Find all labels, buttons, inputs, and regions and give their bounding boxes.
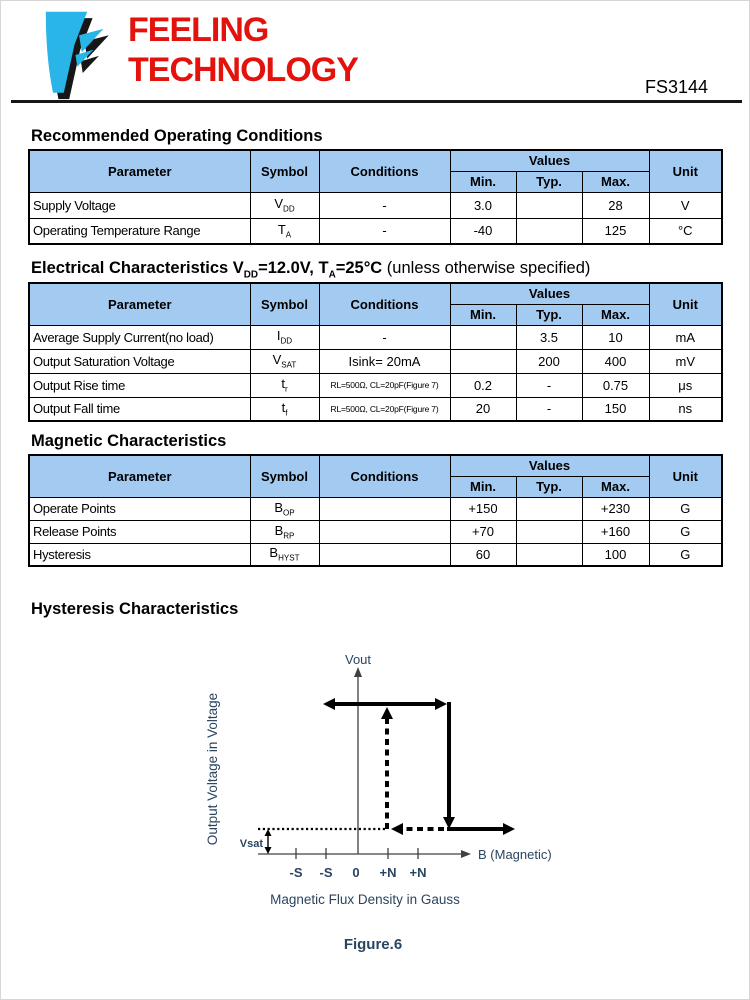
low-level-left-arrow-icon: [391, 823, 403, 835]
electrical-characteristics-table: [28, 282, 723, 422]
section-title-electrical: [31, 259, 590, 280]
col-header-min: Min.: [450, 476, 516, 497]
vsat-up-arrow-icon: [265, 829, 272, 836]
cell-min: 20: [450, 397, 516, 421]
cell-max: 0.75: [582, 373, 649, 397]
cell-max: 100: [582, 543, 649, 566]
col-header-typ: Typ.: [516, 171, 582, 192]
cell-min: 60: [450, 543, 516, 566]
cell-parameter: Average Supply Current(no load): [29, 325, 250, 349]
cell-conditions: RL=500Ω, CL=20pF(Figure 7): [319, 397, 450, 421]
high-level-left-arrow-icon: [323, 698, 335, 710]
table-row: [29, 497, 722, 520]
table-row: [29, 192, 722, 218]
cell-symbol: $T_A$: [250, 218, 319, 244]
cell-parameter: Output Saturation Voltage: [29, 349, 250, 373]
table-row: [29, 218, 722, 244]
section-title-hysteresis: Hysteresis Characteristics: [31, 600, 239, 618]
company-logo: [35, 9, 125, 101]
y-axis-title: Vout: [344, 652, 372, 667]
part-number: FS3144: [645, 77, 709, 97]
table-row: [29, 373, 722, 397]
section-title-magnetic: Magnetic Characteristics: [31, 432, 227, 450]
cell-typ: [516, 497, 582, 520]
col-header-max: Max.: [582, 171, 649, 192]
cell-max: 400: [582, 349, 649, 373]
cell-symbol: $I_{DD}$: [250, 325, 319, 349]
cell-parameter: Hysteresis: [29, 543, 250, 566]
header-rule: [11, 100, 742, 103]
col-header-values: Values: [450, 455, 649, 476]
col-header-parameter: Parameter: [29, 455, 250, 497]
table-head: [29, 283, 722, 325]
cell-min: 0.2: [450, 373, 516, 397]
col-header-conditions: Conditions: [319, 283, 450, 325]
col-header-unit: Unit: [649, 150, 722, 192]
low-level-right-arrow-icon: [503, 823, 515, 835]
high-level-right-arrow-icon: [435, 698, 447, 710]
cell-max: 10: [582, 325, 649, 349]
cell-unit: G: [649, 543, 722, 566]
cell-typ: [516, 543, 582, 566]
cell-max: 28: [582, 192, 649, 218]
cell-typ: -: [516, 397, 582, 421]
cell-max: 125: [582, 218, 649, 244]
table-body: [29, 192, 722, 244]
cell-parameter: Release Points: [29, 520, 250, 543]
col-header-symbol: Symbol: [250, 283, 319, 325]
cell-min: [450, 349, 516, 373]
x-tick-label: -S: [319, 865, 333, 880]
table-row: [29, 543, 722, 566]
col-header-unit: Unit: [649, 283, 722, 325]
cell-parameter: Operate Points: [29, 497, 250, 520]
cell-conditions: -: [319, 218, 450, 244]
cell-unit: mA: [649, 325, 722, 349]
cell-conditions: -: [319, 325, 450, 349]
cell-parameter: Operating Temperature Range: [29, 218, 250, 244]
x-axis-arrow-icon: [461, 850, 471, 858]
cell-typ: [516, 218, 582, 244]
operating-conditions-table: [28, 149, 723, 245]
hysteresis-figure: [201, 641, 581, 961]
col-header-typ: Typ.: [516, 476, 582, 497]
cell-conditions: RL=500Ω, CL=20pF(Figure 7): [319, 373, 450, 397]
cell-min: -40: [450, 218, 516, 244]
vsat-label: Vsat: [239, 838, 263, 850]
cell-symbol: $V_{DD}$: [250, 192, 319, 218]
col-header-conditions: Conditions: [319, 455, 450, 497]
cell-conditions: Isink= 20mA: [319, 349, 450, 373]
table-head: [29, 150, 722, 192]
table-row: [29, 325, 722, 349]
col-header-max: Max.: [582, 476, 649, 497]
col-header-parameter: Parameter: [29, 150, 250, 192]
cell-max: +230: [582, 497, 649, 520]
cell-conditions: [319, 543, 450, 566]
y-axis-arrow-icon: [354, 667, 362, 677]
col-header-values: Values: [450, 150, 649, 171]
table-row: [29, 349, 722, 373]
section-title-electrical-suffix: (unless otherwise specified): [382, 259, 591, 277]
cell-min: [450, 325, 516, 349]
col-header-unit: Unit: [649, 455, 722, 497]
col-header-min: Min.: [450, 171, 516, 192]
cell-parameter: Supply Voltage: [29, 192, 250, 218]
col-header-symbol: Symbol: [250, 455, 319, 497]
cell-unit: μs: [649, 373, 722, 397]
cell-typ: 3.5: [516, 325, 582, 349]
cell-unit: ns: [649, 397, 722, 421]
x-tick-label: +N: [409, 865, 427, 880]
cell-symbol: $B_{RP}$: [250, 520, 319, 543]
x-tick-label: -S: [289, 865, 303, 880]
cell-unit: V: [649, 192, 722, 218]
cell-parameter: Output Rise time: [29, 373, 250, 397]
col-header-max: Max.: [582, 304, 649, 325]
col-header-values: Values: [450, 283, 649, 304]
table-row: [29, 397, 722, 421]
x-tick-label: +N: [379, 865, 397, 880]
col-header-symbol: Symbol: [250, 150, 319, 192]
cell-typ: [516, 192, 582, 218]
cell-typ: -: [516, 373, 582, 397]
cell-typ: [516, 520, 582, 543]
y-axis-side-label: Output Voltage in Voltage: [205, 692, 220, 846]
cell-max: +160: [582, 520, 649, 543]
figure-number: Figure.6: [343, 936, 403, 953]
vsat-down-arrow-icon: [265, 847, 272, 854]
col-header-conditions: Conditions: [319, 150, 450, 192]
section-title-operating: Recommended Operating Conditions: [31, 127, 323, 145]
cell-min: 3.0: [450, 192, 516, 218]
col-header-min: Min.: [450, 304, 516, 325]
table-row: [29, 520, 722, 543]
col-header-parameter: Parameter: [29, 283, 250, 325]
col-header-typ: Typ.: [516, 304, 582, 325]
x-tick-label: 0: [352, 865, 360, 880]
section-title-electrical-main: Electrical Characteristics $V_{DD}=12.0V$, $T_A=25^\circ C$: [31, 259, 383, 281]
cell-unit: G: [649, 520, 722, 543]
cell-symbol: $B_{OP}$: [250, 497, 319, 520]
cell-symbol: $V_{SAT}$: [250, 349, 319, 373]
brand-name: [128, 10, 358, 90]
table-head: [29, 455, 722, 497]
cell-conditions: [319, 497, 450, 520]
cell-symbol: $t_f$: [250, 397, 319, 421]
figure-caption: Magnetic Flux Density in Gauss: [270, 892, 460, 907]
cell-symbol: $B_{HYST}$: [250, 543, 319, 566]
magnetic-characteristics-table: [28, 454, 723, 567]
cell-symbol: $t_r$: [250, 373, 319, 397]
cell-min: +150: [450, 497, 516, 520]
rising-edge-arrow-icon: [381, 707, 393, 719]
table-body: [29, 497, 722, 566]
cell-typ: 200: [516, 349, 582, 373]
cell-parameter: Output Fall time: [29, 397, 250, 421]
cell-unit: °C: [649, 218, 722, 244]
cell-conditions: -: [319, 192, 450, 218]
brand-line1: FEELING: [128, 11, 269, 49]
cell-max: 150: [582, 397, 649, 421]
cell-unit: G: [649, 497, 722, 520]
table-body: [29, 325, 722, 421]
cell-min: +70: [450, 520, 516, 543]
cell-conditions: [319, 520, 450, 543]
x-axis-title: B (Magnetic): [478, 847, 552, 862]
brand-line2: TECHNOLOGY: [128, 51, 358, 89]
cell-unit: mV: [649, 349, 722, 373]
